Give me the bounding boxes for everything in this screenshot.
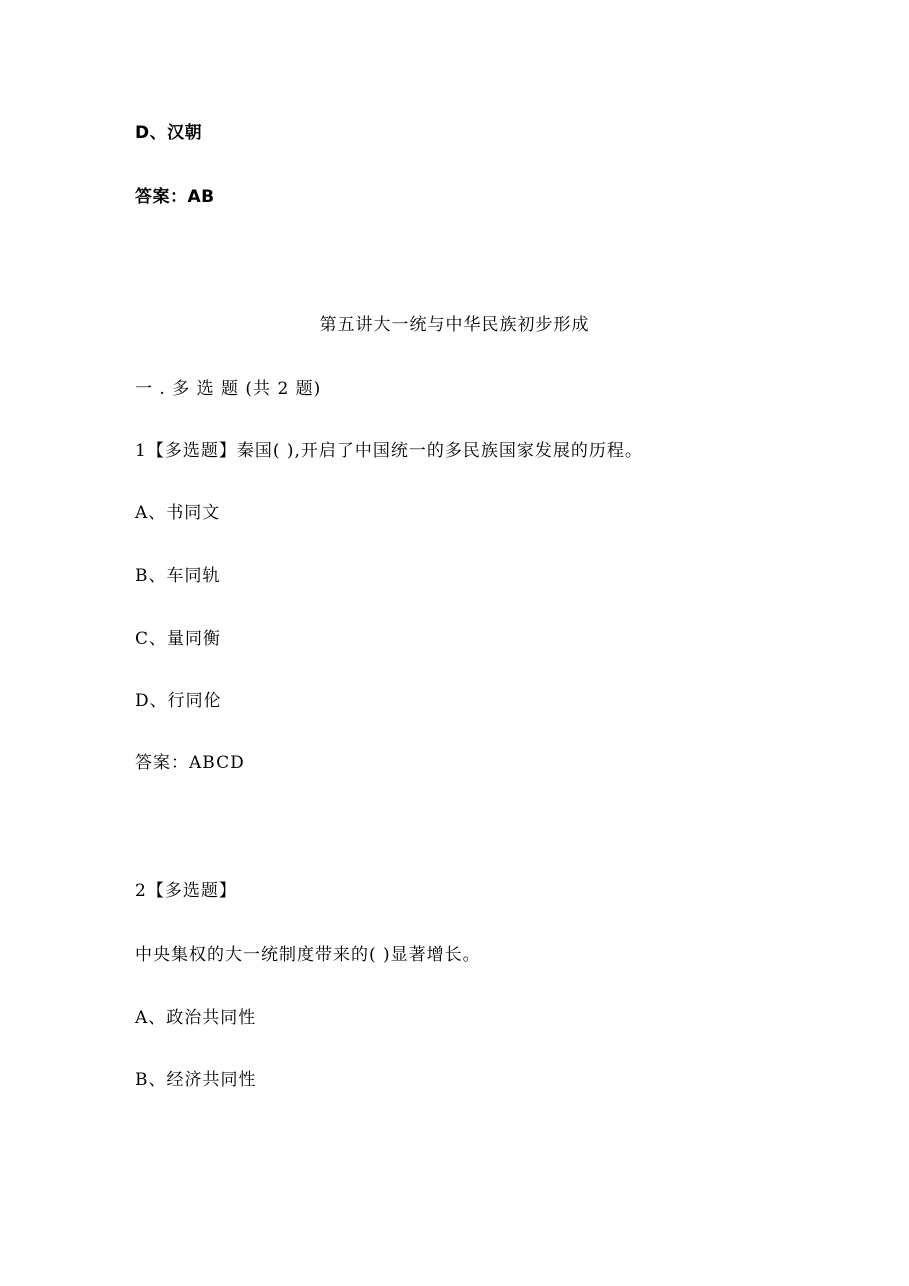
q1-option-b: B、车同轨 — [135, 566, 221, 586]
q2-stem: 中央集权的大一统制度带来的( )显著增长。 — [135, 945, 481, 965]
q1-option-d: D、行同伦 — [135, 691, 222, 711]
prev-answer: 答案：AB — [135, 187, 215, 207]
q1-answer: 答案：ABCD — [135, 753, 245, 773]
q1-option-a: A、书同文 — [135, 503, 221, 523]
q1-stem: 1【多选题】秦国( ),开启了中国统一的多民族国家发展的历程。 — [135, 441, 643, 461]
q1-option-c: C、量同衡 — [135, 629, 222, 649]
q2-option-b: B、经济共同性 — [135, 1070, 257, 1090]
section-heading: 一 . 多 选 题 (共 2 题) — [135, 379, 322, 399]
q2-option-a: A、政治共同性 — [135, 1008, 257, 1028]
q2-label: 2【多选题】 — [135, 881, 237, 901]
prev-option-d: D、汉朝 — [135, 123, 203, 143]
lecture-title: 第五讲大一统与中华民族初步形成 — [319, 315, 590, 335]
